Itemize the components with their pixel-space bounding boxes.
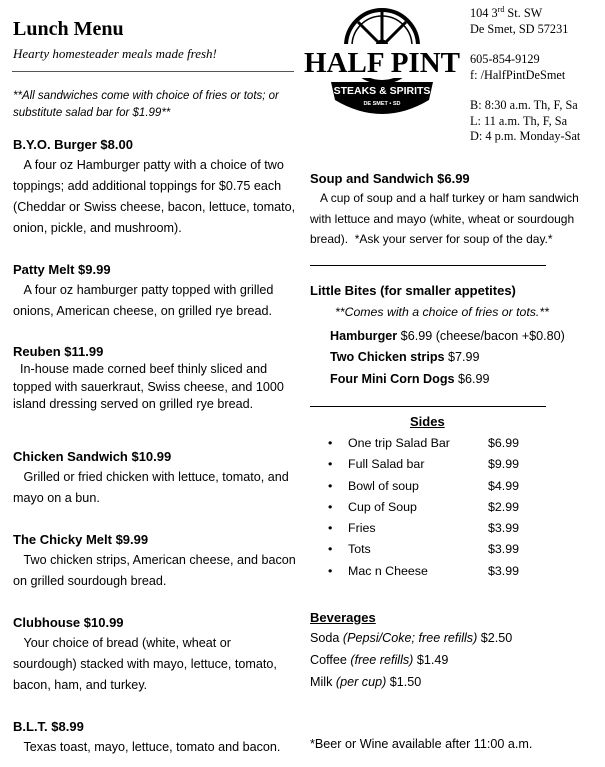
side-item: • Cup of Soup $2.99: [328, 499, 520, 514]
little-bite-item: Two Chicken strips $7.99: [330, 350, 480, 364]
sandwich-item: [13, 344, 298, 414]
lunch-hours: L: 11 a.m. Th, F, Sa: [470, 113, 568, 128]
side-item: • Mac n Cheese $3.99: [328, 563, 520, 578]
item-name: The Chicky Melt $9.99: [13, 532, 149, 547]
header-divider: [12, 71, 294, 72]
sandwich-item: [13, 449, 298, 509]
item-name: B.Y.O. Burger $8.00: [13, 137, 133, 152]
beverage-item: Soda (Pepsi/Coke; free refills) $2.50: [310, 631, 513, 645]
item-description: A cup of soup and a half turkey or ham sandwich with lettuce and mayo (white, wheat or sourdough bread). *Ask your server for soup of the day.*: [310, 191, 583, 246]
item-description: A four oz hamburger patty topped with grilled onions, American cheese, on grilled rye bread.: [13, 283, 277, 318]
beverages-title: Beverages: [310, 610, 376, 625]
side-item: • Full Salad bar $9.99: [328, 457, 520, 472]
logo-name: HALF PINT: [303, 47, 461, 79]
logo-tagline: STEAKS & SPIRITS: [333, 85, 431, 97]
sides-title: Sides: [410, 414, 445, 429]
sides-note: **All sandwiches come with choice of fries or tots; or substitute salad bar for $1.99**: [13, 90, 279, 119]
menu-subtitle: Hearty homesteader meals made fresh!: [13, 46, 217, 61]
item-name: Reuben $11.99: [13, 344, 104, 359]
sides-list: [328, 433, 519, 582]
little-bite-item: Four Mini Corn Dogs $6.99: [330, 372, 490, 386]
sandwich-item: [13, 719, 303, 758]
section-divider: [310, 406, 546, 407]
side-item: • One trip Salad Bar $6.99: [328, 436, 520, 450]
sandwich-item: [13, 137, 298, 239]
item-name: Soup and Sandwich $6.99: [310, 171, 470, 186]
address-line: 104 3rd St. SW: [470, 5, 543, 21]
little-bites-title: Little Bites (for smaller appetites): [310, 283, 516, 298]
soup-sandwich-item: [310, 171, 595, 250]
footer-note: *Beer or Wine available after 11:00 a.m.: [310, 737, 533, 751]
facebook-handle: f: /HalfPintDeSmet: [470, 67, 566, 82]
item-name: Chicken Sandwich $10.99: [13, 449, 172, 464]
item-name: Patty Melt $9.99: [13, 262, 111, 277]
sandwich-item: [13, 532, 298, 592]
little-bite-item: Hamburger $6.99 (cheese/bacon +$0.80): [330, 329, 565, 343]
dinner-hours: D: 4 p.m. Monday-Sat: [470, 129, 581, 144]
beverage-item: Coffee (free refills) $1.49: [310, 653, 449, 667]
little-bites-note: **Comes with a choice of fries or tots.**: [335, 305, 549, 319]
breakfast-hours: B: 8:30 a.m. Th, F, Sa: [470, 98, 578, 113]
city-line: De Smet, SD 57231: [470, 21, 569, 36]
menu-title: Lunch Menu: [13, 18, 124, 40]
side-item: • Fries $3.99: [328, 521, 520, 536]
item-description: Texas toast, mayo, lettuce, tomato and bacon.: [13, 740, 281, 754]
logo-location: DE SMET • SD: [363, 101, 401, 107]
sandwich-item: [13, 262, 298, 322]
item-description: Grilled or fried chicken with lettuce, tomato, and mayo on a bun.: [13, 470, 293, 505]
item-description: Your choice of bread (white, wheat or sourdough) stacked with mayo, lettuce, tomato, bacon, ham, and turkey.: [13, 636, 281, 692]
sandwich-item: [13, 615, 298, 696]
phone-number: 605-854-9129: [470, 52, 540, 67]
section-divider: [310, 265, 546, 266]
item-description: Two chicken strips, American cheese, and bacon on grilled sourdough bread.: [13, 553, 300, 588]
item-name: Clubhouse $10.99: [13, 615, 124, 630]
item-description: A four oz Hamburger patty with a choice of two toppings; add additional toppings for $0.75 each (Cheddar or Swiss cheese, bacon, lettuce, tomato, onion, pickle, and mushroom).: [13, 158, 299, 235]
half-pint-logo: [301, 2, 464, 124]
item-name: B.L.T. $8.99: [13, 719, 84, 734]
side-item: • Tots $3.99: [328, 542, 520, 557]
side-item: • Bowl of soup $4.99: [328, 478, 520, 493]
beverage-item: Milk (per cup) $1.50: [310, 675, 422, 689]
item-description: In-house made corned beef thinly sliced and topped with sauerkraut, Swiss cheese, and 1000 island dressing served on grilled rye bread.: [13, 362, 288, 411]
contact-info: [470, 2, 580, 145]
